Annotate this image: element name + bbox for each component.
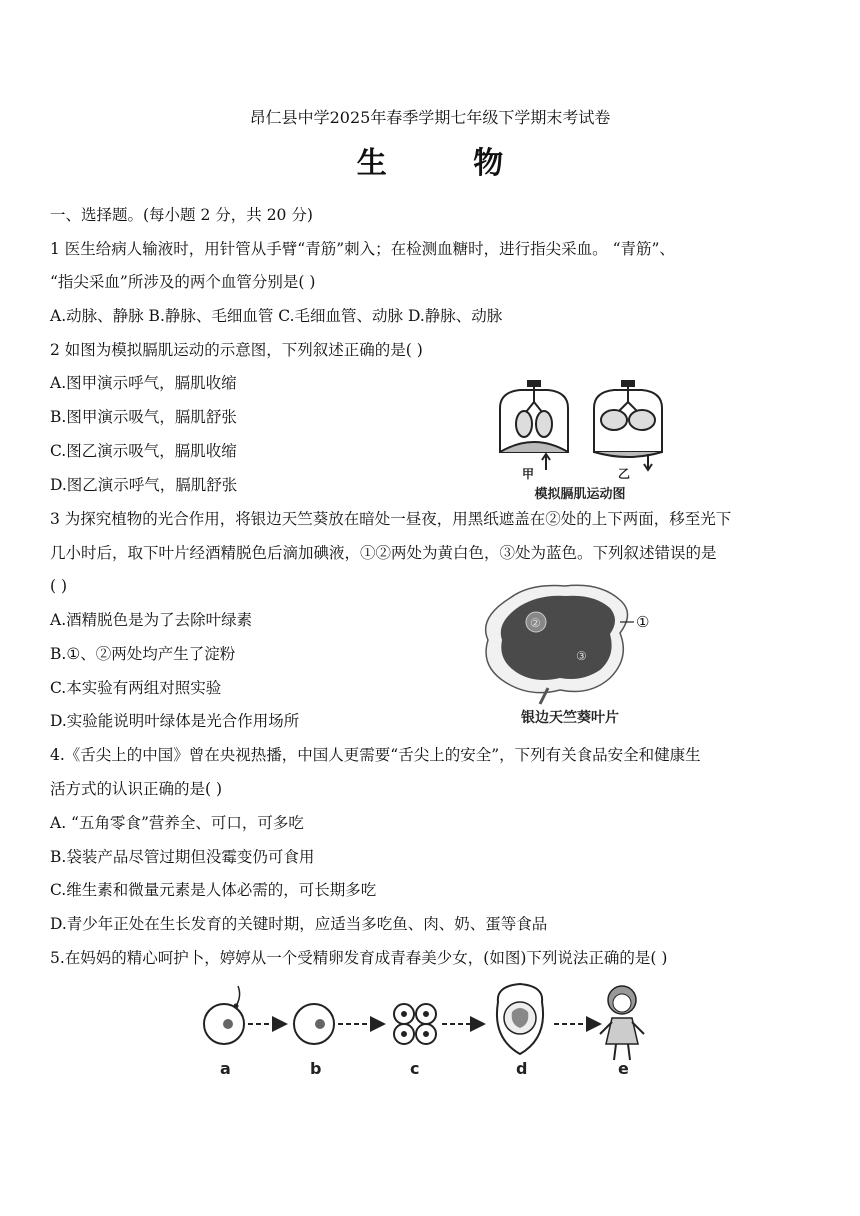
q4-option-d: D.青少年正处在生长发育的关键时期，应适当多吃鱼、肉、奶、蛋等食品 (50, 915, 548, 933)
q2-option-c: C.图乙演示吸气，膈肌收缩 (50, 442, 237, 460)
stage-label-c: c (410, 1059, 420, 1078)
q3-option-b: B.①、②两处均产生了淀粉 (50, 645, 236, 663)
q4-stem-line2: 活方式的认识正确的是( ) (50, 780, 223, 798)
bell-jar-yi (594, 380, 662, 470)
leaf-green-area (501, 596, 615, 680)
label-jia: 甲 (522, 467, 535, 481)
geranium-leaf-figure (470, 578, 670, 728)
q4-option-a: A. “五角零食”营养全、可口，可多吃 (50, 814, 304, 832)
mark-2: ② (530, 616, 541, 630)
subject-title: 生 物 (356, 146, 542, 181)
q3-option-d: D.实验能说明叶绿体是光合作用场所 (50, 712, 300, 730)
stage-a-egg (204, 986, 244, 1044)
q3-option-a: A.酒精脱色是为了去除叶绿素 (50, 611, 253, 629)
bell-jar-jia (500, 380, 568, 470)
q4-stem-line1: 4.《舌尖上的中国》曾在央视热播，中国人更需要“舌尖上的安全”，下列有关食品安全和健康生 (50, 746, 701, 764)
leaf-figure-caption: 银边天竺葵叶片 (521, 710, 619, 726)
stage-label-a: a (220, 1059, 231, 1078)
diaphragm-figure-caption: 模拟膈肌运动图 (534, 487, 626, 502)
q3-stem-line3: ( ) (50, 577, 68, 595)
diaphragm-model-figure (490, 380, 670, 502)
q4-option-b: B.袋装产品尽管过期但没霉变仍可食用 (50, 848, 315, 866)
q3-option-c: C.本实验有两组对照实验 (50, 679, 222, 697)
section-heading: 一、选择题。(每小题 2 分，共 20 分) (50, 206, 313, 224)
q3-stem-line1: 3 为探究植物的光合作用，将银边天竺葵放在暗处一昼夜，用黑纸遮盖在②处的上下两面，移至光下 (50, 510, 732, 528)
stage-label-d: d (516, 1059, 528, 1078)
stage-d-fetus (497, 984, 543, 1054)
q1-stem-line1: 1 医生给病人输液时，用针管从手臂“青筋”刺入；在检测血糖时，进行指尖采血。 “青筋”、 (50, 240, 675, 258)
q2-stem: 2 如图为模拟膈肌运动的示意图，下列叙述正确的是( ) (50, 341, 423, 359)
q1-stem-line2: “指尖采血”所涉及的两个血管分别是( ) (50, 273, 316, 291)
q2-option-a: A.图甲演示呼气，膈肌收缩 (50, 374, 237, 392)
stage-c-cells (394, 1004, 436, 1044)
exam-title: 昂仁县中学2025年春季学期七年级下学期末考试卷 (249, 108, 611, 127)
development-sequence-figure (190, 978, 670, 1078)
q3-stem-line2: 几小时后，取下叶片经酒精脱色后滴加碘液，①②两处为黄白色，③处为蓝色。下列叙述错误的是 (50, 544, 717, 562)
stage-b-zygote (294, 1004, 334, 1044)
stage-label-b: b (310, 1059, 322, 1078)
mark-3: ③ (576, 649, 587, 663)
q2-option-b: B.图甲演示吸气，膈肌舒张 (50, 408, 237, 426)
stage-label-e: e (618, 1059, 629, 1078)
label-yi: 乙 (618, 467, 631, 481)
q5-stem: 5.在妈妈的精心呵护卜，婷婷从一个受精卵发育成青春美少女，(如图)下列说法正确的是( ) (50, 949, 668, 967)
q1-options: A.动脉、静脉 B.静脉、毛细血管 C.毛细血管、动脉 D.静脉、动脉 (50, 307, 503, 325)
q2-option-d: D.图乙演示呼气，膈肌舒张 (50, 476, 238, 494)
q4-option-c: C.维生素和微量元素是人体必需的，可长期多吃 (50, 881, 377, 899)
stage-e-girl (600, 986, 644, 1060)
mark-1: ① (636, 613, 650, 631)
